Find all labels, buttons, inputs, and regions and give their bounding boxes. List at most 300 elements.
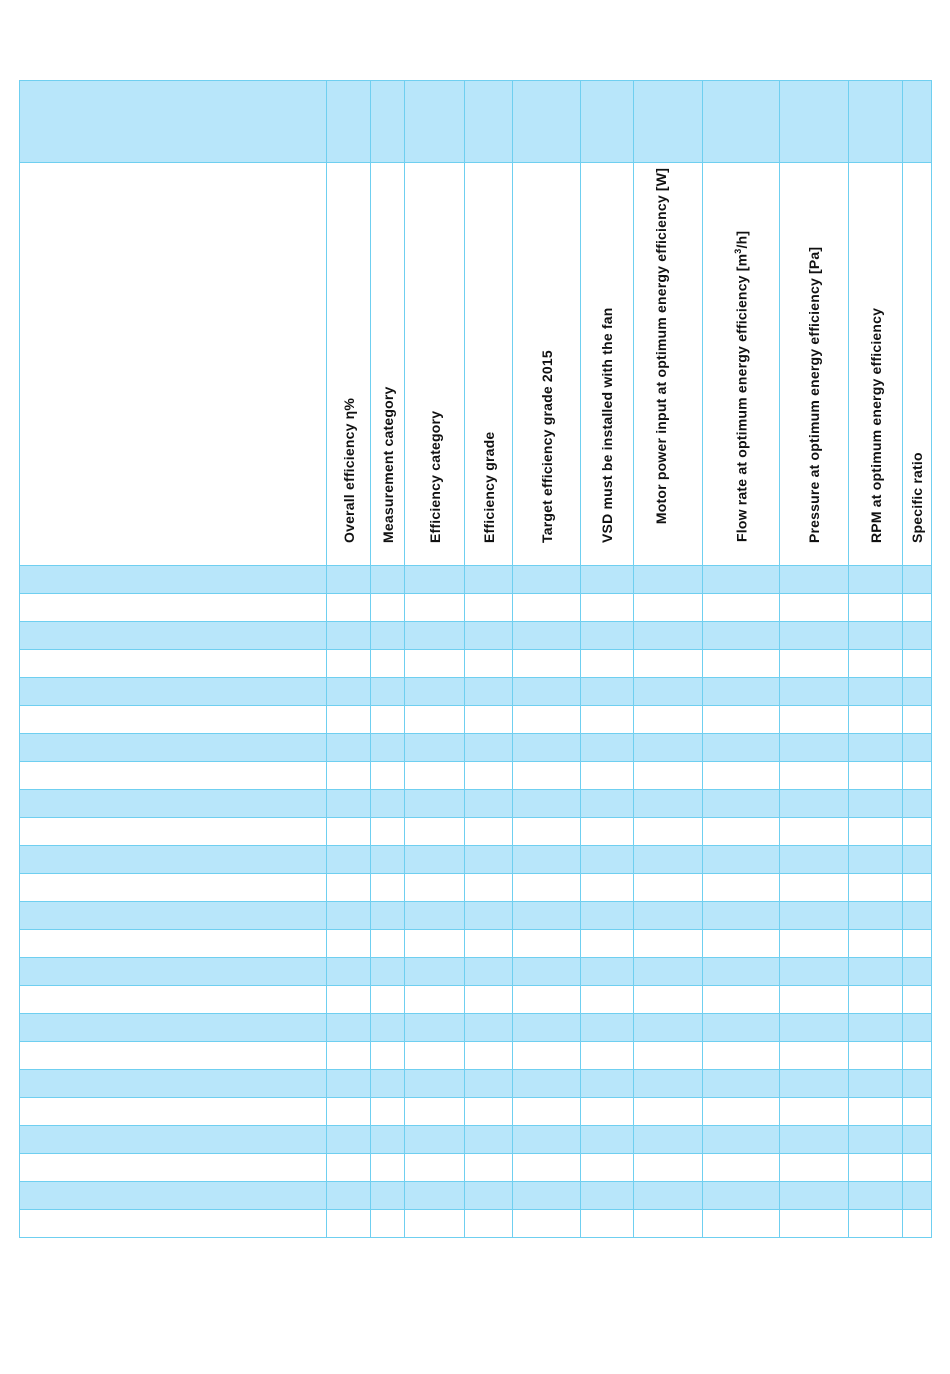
table-cell-specific-ratio[interactable] (903, 986, 932, 1014)
table-cell-motor-power[interactable] (634, 566, 703, 594)
table-cell-specific-ratio[interactable] (903, 734, 932, 762)
table-cell-overall-efficiency[interactable] (327, 650, 371, 678)
table-cell-pressure[interactable] (780, 566, 849, 594)
table-cell-name[interactable] (20, 818, 327, 846)
table-cell-target-grade-2015[interactable] (513, 874, 581, 902)
table-cell-target-grade-2015[interactable] (513, 1182, 581, 1210)
table-cell-efficiency-category[interactable] (405, 1098, 465, 1126)
table-cell-flow-rate[interactable] (703, 566, 780, 594)
table-cell-name[interactable] (20, 678, 327, 706)
band-cell (20, 81, 327, 163)
table-cell-rpm[interactable] (849, 1042, 903, 1070)
table-cell-specific-ratio[interactable] (903, 594, 932, 622)
table-cell-specific-ratio[interactable] (903, 1098, 932, 1126)
table-cell-flow-rate[interactable] (703, 594, 780, 622)
table-cell-specific-ratio[interactable] (903, 650, 932, 678)
table-cell-measurement-category[interactable] (371, 1070, 405, 1098)
table-cell-overall-efficiency[interactable] (327, 1070, 371, 1098)
table-cell-efficiency-grade[interactable] (465, 566, 513, 594)
table-cell-vsd[interactable] (581, 1210, 634, 1238)
table-cell-flow-rate[interactable] (703, 902, 780, 930)
table-cell-target-grade-2015[interactable] (513, 1098, 581, 1126)
table-cell-specific-ratio[interactable] (903, 1070, 932, 1098)
table-cell-motor-power[interactable] (634, 1182, 703, 1210)
table-cell-vsd[interactable] (581, 594, 634, 622)
table-cell-name[interactable] (20, 790, 327, 818)
table-cell-efficiency-category[interactable] (405, 1042, 465, 1070)
table-cell-overall-efficiency[interactable] (327, 986, 371, 1014)
table-cell-motor-power[interactable] (634, 1042, 703, 1070)
table-cell-rpm[interactable] (849, 566, 903, 594)
table-cell-flow-rate[interactable] (703, 930, 780, 958)
table-cell-overall-efficiency[interactable] (327, 874, 371, 902)
table-cell-specific-ratio[interactable] (903, 706, 932, 734)
table-cell-overall-efficiency[interactable] (327, 1154, 371, 1182)
table-cell-vsd[interactable] (581, 902, 634, 930)
table-cell-name[interactable] (20, 930, 327, 958)
table-cell-efficiency-grade[interactable] (465, 846, 513, 874)
table-cell-flow-rate[interactable] (703, 678, 780, 706)
table-cell-overall-efficiency[interactable] (327, 734, 371, 762)
table-cell-overall-efficiency[interactable] (327, 1210, 371, 1238)
table-cell-flow-rate[interactable] (703, 622, 780, 650)
table-cell-pressure[interactable] (780, 958, 849, 986)
table-cell-motor-power[interactable] (634, 622, 703, 650)
table-cell-measurement-category[interactable] (371, 986, 405, 1014)
table-cell-motor-power[interactable] (634, 1210, 703, 1238)
table-cell-specific-ratio[interactable] (903, 930, 932, 958)
table-cell-target-grade-2015[interactable] (513, 706, 581, 734)
table-cell-flow-rate[interactable] (703, 762, 780, 790)
table-cell-rpm[interactable] (849, 930, 903, 958)
table-cell-pressure[interactable] (780, 734, 849, 762)
table-cell-pressure[interactable] (780, 1014, 849, 1042)
table-cell-efficiency-grade[interactable] (465, 902, 513, 930)
table-cell-vsd[interactable] (581, 846, 634, 874)
table-cell-efficiency-grade[interactable] (465, 874, 513, 902)
table-cell-overall-efficiency[interactable] (327, 1014, 371, 1042)
table-cell-rpm[interactable] (849, 902, 903, 930)
table-cell-overall-efficiency[interactable] (327, 1042, 371, 1070)
table-cell-target-grade-2015[interactable] (513, 986, 581, 1014)
table-cell-target-grade-2015[interactable] (513, 1126, 581, 1154)
table-cell-efficiency-category[interactable] (405, 706, 465, 734)
table-cell-name[interactable] (20, 902, 327, 930)
table-cell-pressure[interactable] (780, 622, 849, 650)
table-cell-rpm[interactable] (849, 790, 903, 818)
table-cell-measurement-category[interactable] (371, 1182, 405, 1210)
table-cell-motor-power[interactable] (634, 1154, 703, 1182)
table-cell-motor-power[interactable] (634, 874, 703, 902)
table-cell-vsd[interactable] (581, 706, 634, 734)
table-cell-name[interactable] (20, 762, 327, 790)
table-cell-motor-power[interactable] (634, 706, 703, 734)
table-row (20, 986, 932, 1014)
table-cell-measurement-category[interactable] (371, 1210, 405, 1238)
table-cell-pressure[interactable] (780, 762, 849, 790)
table-cell-measurement-category[interactable] (371, 566, 405, 594)
table-cell-rpm[interactable] (849, 734, 903, 762)
table-cell-name[interactable] (20, 566, 327, 594)
table-cell-measurement-category[interactable] (371, 622, 405, 650)
table-cell-name[interactable] (20, 986, 327, 1014)
table-cell-specific-ratio[interactable] (903, 818, 932, 846)
table-cell-flow-rate[interactable] (703, 1070, 780, 1098)
table-cell-rpm[interactable] (849, 1098, 903, 1126)
table-cell-measurement-category[interactable] (371, 846, 405, 874)
table-cell-rpm[interactable] (849, 1154, 903, 1182)
table-cell-efficiency-category[interactable] (405, 622, 465, 650)
table-cell-overall-efficiency[interactable] (327, 930, 371, 958)
table-cell-specific-ratio[interactable] (903, 678, 932, 706)
table-cell-pressure[interactable] (780, 594, 849, 622)
table-cell-overall-efficiency[interactable] (327, 622, 371, 650)
table-cell-pressure[interactable] (780, 902, 849, 930)
table-cell-measurement-category[interactable] (371, 930, 405, 958)
table-cell-target-grade-2015[interactable] (513, 622, 581, 650)
table-cell-specific-ratio[interactable] (903, 622, 932, 650)
band-cell (780, 81, 849, 163)
table-cell-efficiency-category[interactable] (405, 874, 465, 902)
table-cell-overall-efficiency[interactable] (327, 566, 371, 594)
table-cell-efficiency-category[interactable] (405, 1154, 465, 1182)
table-cell-motor-power[interactable] (634, 650, 703, 678)
table-cell-motor-power[interactable] (634, 678, 703, 706)
table-cell-flow-rate[interactable] (703, 874, 780, 902)
table-cell-overall-efficiency[interactable] (327, 818, 371, 846)
table-cell-pressure[interactable] (780, 1210, 849, 1238)
table-cell-overall-efficiency[interactable] (327, 790, 371, 818)
table-cell-pressure[interactable] (780, 986, 849, 1014)
table-cell-vsd[interactable] (581, 790, 634, 818)
table-cell-efficiency-category[interactable] (405, 986, 465, 1014)
table-cell-measurement-category[interactable] (371, 594, 405, 622)
table-cell-flow-rate[interactable] (703, 706, 780, 734)
table-cell-overall-efficiency[interactable] (327, 1126, 371, 1154)
table-cell-vsd[interactable] (581, 874, 634, 902)
table-cell-name[interactable] (20, 650, 327, 678)
table-cell-flow-rate[interactable] (703, 734, 780, 762)
table-cell-flow-rate[interactable] (703, 650, 780, 678)
table-cell-flow-rate[interactable] (703, 1126, 780, 1154)
table-cell-specific-ratio[interactable] (903, 958, 932, 986)
table-cell-name[interactable] (20, 1182, 327, 1210)
table-cell-name[interactable] (20, 1014, 327, 1042)
table-cell-name[interactable] (20, 1042, 327, 1070)
table-cell-specific-ratio[interactable] (903, 1182, 932, 1210)
table-cell-target-grade-2015[interactable] (513, 1154, 581, 1182)
table-cell-specific-ratio[interactable] (903, 566, 932, 594)
table-cell-vsd[interactable] (581, 986, 634, 1014)
band-cell (513, 81, 581, 163)
table-cell-specific-ratio[interactable] (903, 1210, 932, 1238)
table-cell-measurement-category[interactable] (371, 874, 405, 902)
table-cell-efficiency-grade[interactable] (465, 1014, 513, 1042)
table-cell-vsd[interactable] (581, 930, 634, 958)
table-cell-flow-rate[interactable] (703, 818, 780, 846)
table-cell-motor-power[interactable] (634, 1070, 703, 1098)
table-cell-vsd[interactable] (581, 566, 634, 594)
table-cell-specific-ratio[interactable] (903, 1126, 932, 1154)
table-cell-efficiency-category[interactable] (405, 1126, 465, 1154)
table-cell-rpm[interactable] (849, 678, 903, 706)
table-cell-target-grade-2015[interactable] (513, 818, 581, 846)
table-cell-measurement-category[interactable] (371, 1126, 405, 1154)
table-cell-efficiency-category[interactable] (405, 594, 465, 622)
table-cell-measurement-category[interactable] (371, 1098, 405, 1126)
table-cell-overall-efficiency[interactable] (327, 1098, 371, 1126)
table-cell-target-grade-2015[interactable] (513, 1042, 581, 1070)
table-cell-motor-power[interactable] (634, 790, 703, 818)
table-cell-overall-efficiency[interactable] (327, 594, 371, 622)
table-cell-name[interactable] (20, 958, 327, 986)
table-cell-vsd[interactable] (581, 1126, 634, 1154)
table-cell-overall-efficiency[interactable] (327, 706, 371, 734)
table-cell-rpm[interactable] (849, 650, 903, 678)
table-cell-efficiency-grade[interactable] (465, 650, 513, 678)
table-cell-pressure[interactable] (780, 818, 849, 846)
table-cell-measurement-category[interactable] (371, 678, 405, 706)
table-cell-efficiency-category[interactable] (405, 790, 465, 818)
table-cell-efficiency-category[interactable] (405, 846, 465, 874)
table-cell-efficiency-grade[interactable] (465, 678, 513, 706)
table-cell-name[interactable] (20, 734, 327, 762)
table-cell-measurement-category[interactable] (371, 650, 405, 678)
table-cell-overall-efficiency[interactable] (327, 762, 371, 790)
table-cell-rpm[interactable] (849, 622, 903, 650)
table-cell-vsd[interactable] (581, 678, 634, 706)
table-cell-vsd[interactable] (581, 1154, 634, 1182)
table-cell-name[interactable] (20, 1126, 327, 1154)
table-cell-motor-power[interactable] (634, 902, 703, 930)
table-row (20, 1154, 932, 1182)
table-cell-target-grade-2015[interactable] (513, 902, 581, 930)
table-cell-flow-rate[interactable] (703, 986, 780, 1014)
table-cell-target-grade-2015[interactable] (513, 846, 581, 874)
table-cell-target-grade-2015[interactable] (513, 762, 581, 790)
table-cell-efficiency-category[interactable] (405, 1070, 465, 1098)
header-motor-power: Motor power input at optimum energy efficiency [W] (634, 163, 703, 566)
table-cell-rpm[interactable] (849, 1014, 903, 1042)
table-cell-measurement-category[interactable] (371, 706, 405, 734)
table-cell-name[interactable] (20, 594, 327, 622)
table-cell-target-grade-2015[interactable] (513, 958, 581, 986)
table-cell-rpm[interactable] (849, 1210, 903, 1238)
table-cell-pressure[interactable] (780, 678, 849, 706)
table-cell-measurement-category[interactable] (371, 762, 405, 790)
table-cell-efficiency-category[interactable] (405, 818, 465, 846)
table-cell-motor-power[interactable] (634, 734, 703, 762)
band-cell (903, 81, 932, 163)
table-cell-vsd[interactable] (581, 1014, 634, 1042)
table-cell-specific-ratio[interactable] (903, 1014, 932, 1042)
table-row (20, 902, 932, 930)
table-cell-motor-power[interactable] (634, 594, 703, 622)
table-cell-efficiency-grade[interactable] (465, 762, 513, 790)
table-cell-flow-rate[interactable] (703, 1014, 780, 1042)
table-cell-efficiency-grade[interactable] (465, 818, 513, 846)
table-cell-rpm[interactable] (849, 846, 903, 874)
table-cell-pressure[interactable] (780, 874, 849, 902)
table-cell-rpm[interactable] (849, 874, 903, 902)
table-cell-rpm[interactable] (849, 818, 903, 846)
table-cell-efficiency-category[interactable] (405, 678, 465, 706)
table-cell-target-grade-2015[interactable] (513, 930, 581, 958)
table-cell-flow-rate[interactable] (703, 1098, 780, 1126)
table-cell-overall-efficiency[interactable] (327, 958, 371, 986)
table-cell-pressure[interactable] (780, 1154, 849, 1182)
table-cell-name[interactable] (20, 1070, 327, 1098)
table-cell-pressure[interactable] (780, 1042, 849, 1070)
table-cell-efficiency-grade[interactable] (465, 622, 513, 650)
table-cell-efficiency-category[interactable] (405, 1210, 465, 1238)
table-cell-specific-ratio[interactable] (903, 1042, 932, 1070)
table-cell-motor-power[interactable] (634, 986, 703, 1014)
table-cell-rpm[interactable] (849, 706, 903, 734)
table-cell-target-grade-2015[interactable] (513, 566, 581, 594)
table-cell-target-grade-2015[interactable] (513, 790, 581, 818)
table-cell-efficiency-category[interactable] (405, 902, 465, 930)
table-cell-flow-rate[interactable] (703, 958, 780, 986)
table-cell-measurement-category[interactable] (371, 734, 405, 762)
table-cell-overall-efficiency[interactable] (327, 902, 371, 930)
table-cell-name[interactable] (20, 846, 327, 874)
table-cell-motor-power[interactable] (634, 958, 703, 986)
table-cell-efficiency-category[interactable] (405, 930, 465, 958)
table-cell-measurement-category[interactable] (371, 818, 405, 846)
table-cell-efficiency-category[interactable] (405, 650, 465, 678)
table-cell-rpm[interactable] (849, 958, 903, 986)
table-cell-efficiency-grade[interactable] (465, 958, 513, 986)
table-cell-pressure[interactable] (780, 846, 849, 874)
table-cell-efficiency-category[interactable] (405, 958, 465, 986)
table-cell-efficiency-category[interactable] (405, 762, 465, 790)
table-cell-efficiency-grade[interactable] (465, 1070, 513, 1098)
table-cell-measurement-category[interactable] (371, 902, 405, 930)
table-cell-measurement-category[interactable] (371, 1014, 405, 1042)
table-cell-efficiency-grade[interactable] (465, 1042, 513, 1070)
table-cell-target-grade-2015[interactable] (513, 734, 581, 762)
table-cell-vsd[interactable] (581, 1182, 634, 1210)
table-cell-vsd[interactable] (581, 762, 634, 790)
table-cell-flow-rate[interactable] (703, 846, 780, 874)
table-cell-efficiency-grade[interactable] (465, 1182, 513, 1210)
table-cell-motor-power[interactable] (634, 846, 703, 874)
table-cell-rpm[interactable] (849, 1182, 903, 1210)
table-cell-target-grade-2015[interactable] (513, 594, 581, 622)
table-cell-efficiency-grade[interactable] (465, 1210, 513, 1238)
table-cell-flow-rate[interactable] (703, 1210, 780, 1238)
table-cell-vsd[interactable] (581, 1098, 634, 1126)
table-cell-pressure[interactable] (780, 930, 849, 958)
table-cell-motor-power[interactable] (634, 1098, 703, 1126)
table-cell-motor-power[interactable] (634, 1014, 703, 1042)
table-cell-pressure[interactable] (780, 1070, 849, 1098)
table-cell-measurement-category[interactable] (371, 790, 405, 818)
table-cell-motor-power[interactable] (634, 930, 703, 958)
table-cell-pressure[interactable] (780, 1182, 849, 1210)
table-cell-pressure[interactable] (780, 1126, 849, 1154)
table-cell-vsd[interactable] (581, 818, 634, 846)
table-cell-pressure[interactable] (780, 1098, 849, 1126)
table-cell-flow-rate[interactable] (703, 790, 780, 818)
table-cell-efficiency-grade[interactable] (465, 706, 513, 734)
table-cell-flow-rate[interactable] (703, 1042, 780, 1070)
table-cell-rpm[interactable] (849, 1126, 903, 1154)
table-cell-specific-ratio[interactable] (903, 902, 932, 930)
table-cell-efficiency-category[interactable] (405, 1182, 465, 1210)
table-cell-vsd[interactable] (581, 1070, 634, 1098)
table-cell-motor-power[interactable] (634, 1126, 703, 1154)
table-cell-vsd[interactable] (581, 622, 634, 650)
table-cell-vsd[interactable] (581, 734, 634, 762)
table-cell-efficiency-grade[interactable] (465, 1126, 513, 1154)
table-cell-efficiency-grade[interactable] (465, 930, 513, 958)
table-cell-specific-ratio[interactable] (903, 874, 932, 902)
table-cell-efficiency-grade[interactable] (465, 986, 513, 1014)
table-cell-rpm[interactable] (849, 594, 903, 622)
table-cell-efficiency-category[interactable] (405, 566, 465, 594)
table-cell-pressure[interactable] (780, 650, 849, 678)
table-row (20, 762, 932, 790)
table-cell-target-grade-2015[interactable] (513, 678, 581, 706)
table-cell-efficiency-grade[interactable] (465, 1098, 513, 1126)
table-cell-pressure[interactable] (780, 790, 849, 818)
table-cell-name[interactable] (20, 706, 327, 734)
table-cell-pressure[interactable] (780, 706, 849, 734)
table-cell-overall-efficiency[interactable] (327, 678, 371, 706)
table-cell-efficiency-grade[interactable] (465, 734, 513, 762)
table-cell-measurement-category[interactable] (371, 1154, 405, 1182)
table-cell-flow-rate[interactable] (703, 1182, 780, 1210)
table-cell-measurement-category[interactable] (371, 958, 405, 986)
table-cell-target-grade-2015[interactable] (513, 1014, 581, 1042)
table-cell-name[interactable] (20, 1210, 327, 1238)
table-cell-name[interactable] (20, 1154, 327, 1182)
header-vsd: VSD must be installed with the fan (581, 163, 634, 566)
table-cell-specific-ratio[interactable] (903, 762, 932, 790)
table-cell-target-grade-2015[interactable] (513, 1210, 581, 1238)
table-cell-target-grade-2015[interactable] (513, 1070, 581, 1098)
table-cell-motor-power[interactable] (634, 762, 703, 790)
table-cell-efficiency-grade[interactable] (465, 790, 513, 818)
table-cell-name[interactable] (20, 622, 327, 650)
table-cell-name[interactable] (20, 874, 327, 902)
table-cell-rpm[interactable] (849, 1070, 903, 1098)
table-cell-efficiency-grade[interactable] (465, 1154, 513, 1182)
table-cell-rpm[interactable] (849, 762, 903, 790)
table-cell-vsd[interactable] (581, 1042, 634, 1070)
header-target-grade-2015: Target efficiency grade 2015 (513, 163, 581, 566)
top-band-row (20, 81, 932, 163)
table-cell-specific-ratio[interactable] (903, 790, 932, 818)
table-cell-rpm[interactable] (849, 986, 903, 1014)
table-cell-specific-ratio[interactable] (903, 846, 932, 874)
table-cell-flow-rate[interactable] (703, 1154, 780, 1182)
table-cell-target-grade-2015[interactable] (513, 650, 581, 678)
table-cell-overall-efficiency[interactable] (327, 1182, 371, 1210)
table-cell-motor-power[interactable] (634, 818, 703, 846)
table-cell-specific-ratio[interactable] (903, 1154, 932, 1182)
table-cell-efficiency-category[interactable] (405, 1014, 465, 1042)
table-cell-measurement-category[interactable] (371, 1042, 405, 1070)
table-cell-efficiency-grade[interactable] (465, 594, 513, 622)
table-cell-efficiency-category[interactable] (405, 734, 465, 762)
table-cell-vsd[interactable] (581, 958, 634, 986)
table-cell-vsd[interactable] (581, 650, 634, 678)
table-cell-name[interactable] (20, 1098, 327, 1126)
table-cell-overall-efficiency[interactable] (327, 846, 371, 874)
